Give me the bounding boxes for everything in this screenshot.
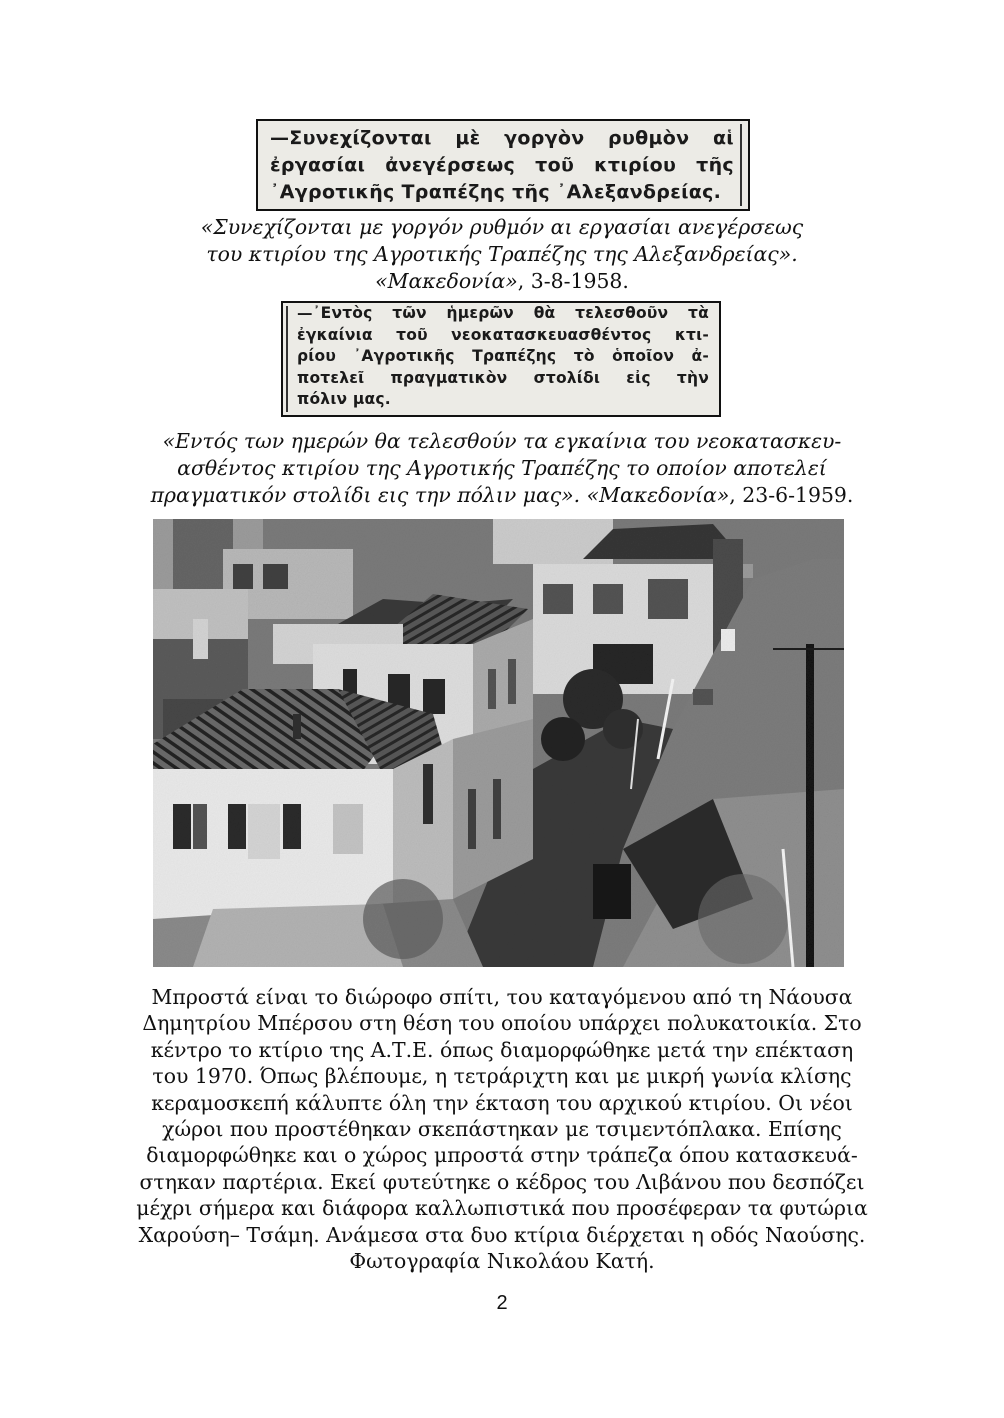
body-line: χώροι που προστέθηκαν σκεπάστηκαν με τσιμεντόπλακα. Επίσης (162, 1117, 842, 1142)
caption-line: του κτιρίου της Αγροτικής Τραπέζης της Αλεξανδρείας». (206, 242, 798, 266)
caption-date: , 3-8-1958. (517, 269, 629, 293)
caption-date: , 23-6-1959. (729, 483, 854, 507)
clipping-line: ἐγκαίνια τοῦ νεοκατασκευασθέντος κτι- (297, 325, 709, 344)
caption-line: ασθέντος κτιρίου της Αγροτικής Τραπέζης το οποίον αποτελεί (177, 456, 827, 480)
photo-credit: Φωτογραφία Νικολάου Κατή. (349, 1249, 655, 1274)
car (593, 864, 631, 919)
clipping-edge-rule (286, 306, 288, 412)
clipping-caption-2 (100, 428, 904, 509)
body-line: Δημητρίου Μπέρσου στη θέση του οποίου υπάρχει πολυκατοικία. Στο (142, 1011, 862, 1036)
clipping-caption-1 (100, 214, 904, 295)
clipping-line: —᾿Εντὸς τῶν ἡμερῶν θὰ τελεσθοῦν τὰ (297, 304, 709, 322)
photo-description (100, 984, 904, 1274)
caption-line-with-source (102, 482, 902, 509)
page-number: 2 (496, 1292, 508, 1314)
body-line: του 1970. Όπως βλέπουμε, η τετράριχτη και με μικρή γωνία κλίσης (152, 1064, 852, 1089)
clipping-line: ποτελεῖ πραγματικὸν στολίδι εἰς τὴν (297, 368, 709, 387)
caption-source: «Μακεδονία» (586, 483, 730, 507)
caption-line: «Συνεχίζονται με γοργόν ρυθμόν αι εργασίαι ανεγέρσεως (200, 215, 804, 239)
body-line: Μπροστά είναι το διώροφο σπίτι, του καταγόμενου από τη Νάουσα (151, 985, 853, 1009)
clipping-line: ᾿Αγροτικῆς Τραπέζης τῆς ᾿Αλεξανδρείας. (270, 181, 722, 203)
chimney (293, 714, 301, 739)
shutter (228, 804, 246, 849)
newspaper-clipping-1958 (256, 119, 750, 211)
car (721, 629, 735, 651)
caption-source-line (102, 268, 902, 295)
body-line: κέντρο το κτίριο της Α.Τ.Ε. όπως διαμορφώθηκε μετά την επέκταση (150, 1037, 854, 1062)
clipping-line: ρίου ᾿Αγροτικῆς Τραπέζης τὸ ὁποῖον ἀ- (297, 347, 709, 365)
historic-photograph (153, 519, 844, 967)
caption-line: «Εντός των ημερών θα τελεσθούν τα εγκαίνια του νεοκατασκευ- (162, 429, 842, 453)
body-line: στηκαν παρτέρια. Εκεί φυτεύτηκε ο κέδρος του Λιβάνου που δεσπόζει (139, 1169, 865, 1194)
front-door (248, 804, 280, 859)
body-line: Χαρούση– Τσάμη. Ανάμεσα στα δυο κτίρια διέρχεται η οδός Ναούσης. (138, 1222, 866, 1247)
clipping-edge-rule (740, 124, 742, 206)
window (423, 679, 445, 714)
utility-pole (806, 644, 814, 967)
caption-source: «Μακεδονία» (375, 269, 518, 293)
body-line: διαμορφώθηκε και ο χώρος μπροστά στην τράπεζα όπου κατασκευά- (146, 1143, 858, 1168)
newspaper-clipping-1959 (281, 301, 721, 417)
clipping-line: ἐργασίαι ἀνεγέρσεως τοῦ κτιρίου τῆς (270, 154, 734, 176)
shutter (283, 804, 301, 849)
body-line: μέχρι σήμερα και διάφορα καλλωπιστικά που προσέφεραν τα φυτώρια (136, 1196, 868, 1221)
photo-illustration (153, 519, 844, 967)
car (693, 689, 713, 705)
caption-text: πραγματικόν στολίδι εις την πόλιν μας». (150, 483, 581, 507)
foreground-tree (363, 879, 443, 959)
clipping-line: —Συνεχίζονται μὲ γοργὸν ρυθμὸν αἱ (270, 127, 734, 149)
clipping-line: πόλιν μας. (297, 390, 391, 408)
shutter (173, 804, 191, 849)
body-line: κεραμοσκεπή κάλυπτε όλη την έκταση του αρχικού κτιρίου. Οι νέοι (151, 1090, 853, 1115)
